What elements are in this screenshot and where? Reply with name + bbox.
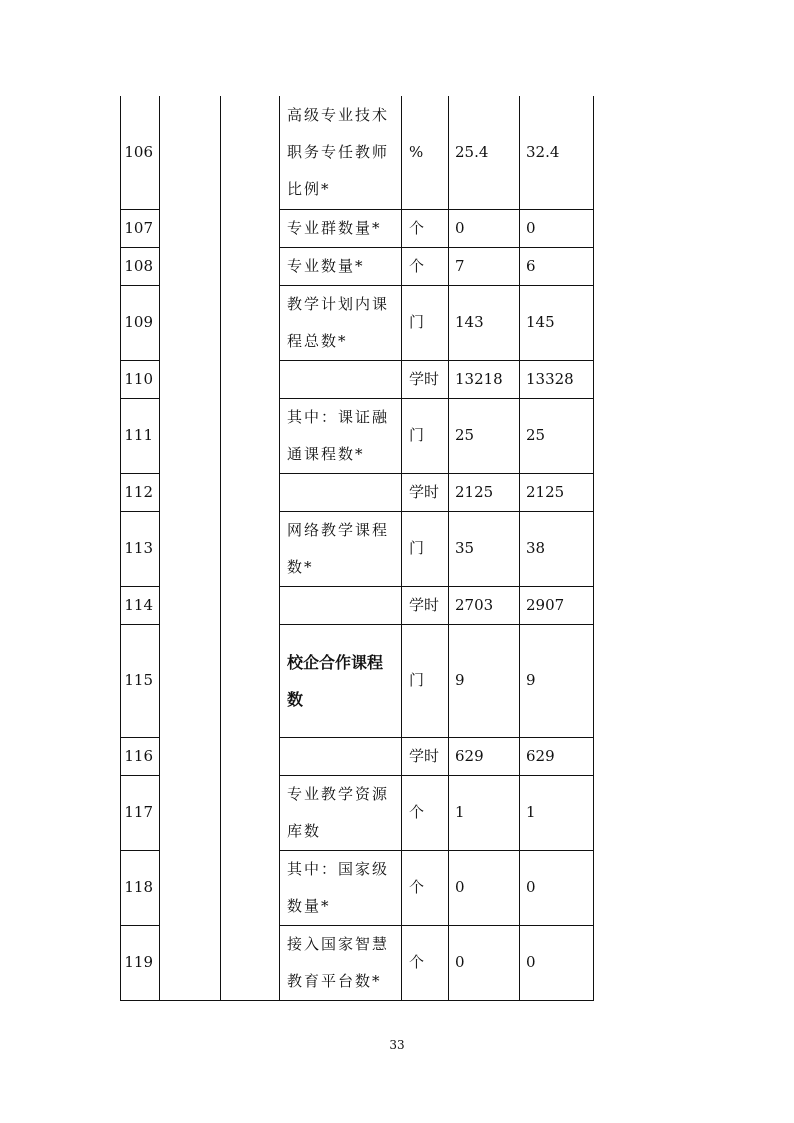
value-2022: 7 (449, 247, 520, 285)
unit-cell: 门 (402, 398, 449, 473)
indicator-name: 接入国家智慧教育平台数* (280, 925, 402, 1000)
indicator-name: 网络教学课程数* (280, 511, 402, 586)
unit-cell: 学时 (402, 586, 449, 624)
value-2022: 13218 (449, 360, 520, 398)
row-index: 107 (121, 209, 160, 247)
unit-cell: 门 (402, 511, 449, 586)
unit-cell: 个 (402, 850, 449, 925)
table-row (121, 96, 594, 209)
merged-category-cell (160, 96, 221, 1000)
row-index: 108 (121, 247, 160, 285)
unit-cell: 个 (402, 209, 449, 247)
indicator-name: 其中：国家级数量* (280, 850, 402, 925)
value-2023: 6 (520, 247, 594, 285)
value-2023: 2907 (520, 586, 594, 624)
indicator-name: 教学计划内课程总数* (280, 285, 402, 360)
value-2023: 25 (520, 398, 594, 473)
value-2023: 145 (520, 285, 594, 360)
unit-cell: 门 (402, 285, 449, 360)
unit-cell: 学时 (402, 473, 449, 511)
row-index: 113 (121, 511, 160, 586)
value-2022: 629 (449, 737, 520, 775)
value-2022: 143 (449, 285, 520, 360)
value-2023: 13328 (520, 360, 594, 398)
value-2023: 32.4 (520, 96, 594, 209)
row-index: 112 (121, 473, 160, 511)
row-index: 114 (121, 586, 160, 624)
row-index: 118 (121, 850, 160, 925)
value-2022: 35 (449, 511, 520, 586)
page-number: 33 (389, 1038, 405, 1052)
row-index: 106 (121, 96, 160, 209)
value-2022: 0 (449, 209, 520, 247)
indicator-name: 高级专业技术职务专任教师比例* (280, 96, 402, 209)
unit-cell: 个 (402, 247, 449, 285)
value-2022: 2125 (449, 473, 520, 511)
indicator-name: 专业群数量* (280, 209, 402, 247)
value-2023: 38 (520, 511, 594, 586)
value-2023: 0 (520, 850, 594, 925)
indicator-name (280, 360, 402, 398)
indicator-table (120, 96, 594, 1001)
value-2022: 2703 (449, 586, 520, 624)
unit-cell: % (402, 96, 449, 209)
indicator-name: 校企合作课程数 (280, 624, 402, 737)
indicator-name: 其中：课证融通课程数* (280, 398, 402, 473)
value-2022: 0 (449, 925, 520, 1000)
unit-cell: 个 (402, 925, 449, 1000)
value-2023: 0 (520, 209, 594, 247)
value-2023: 629 (520, 737, 594, 775)
row-index: 116 (121, 737, 160, 775)
value-2022: 9 (449, 624, 520, 737)
row-index: 119 (121, 925, 160, 1000)
indicator-name (280, 586, 402, 624)
value-2022: 25.4 (449, 96, 520, 209)
unit-cell: 门 (402, 624, 449, 737)
row-index: 110 (121, 360, 160, 398)
merged-subcategory-cell (221, 96, 280, 1000)
row-index: 115 (121, 624, 160, 737)
indicator-name: 专业教学资源库数 (280, 775, 402, 850)
value-2022: 1 (449, 775, 520, 850)
unit-cell: 个 (402, 775, 449, 850)
row-index: 109 (121, 285, 160, 360)
value-2023: 0 (520, 925, 594, 1000)
indicator-name (280, 737, 402, 775)
value-2022: 0 (449, 850, 520, 925)
row-index: 117 (121, 775, 160, 850)
value-2022: 25 (449, 398, 520, 473)
indicator-name: 专业数量* (280, 247, 402, 285)
value-2023: 1 (520, 775, 594, 850)
value-2023: 9 (520, 624, 594, 737)
indicator-name (280, 473, 402, 511)
value-2023: 2125 (520, 473, 594, 511)
unit-cell: 学时 (402, 737, 449, 775)
row-index: 111 (121, 398, 160, 473)
unit-cell: 学时 (402, 360, 449, 398)
